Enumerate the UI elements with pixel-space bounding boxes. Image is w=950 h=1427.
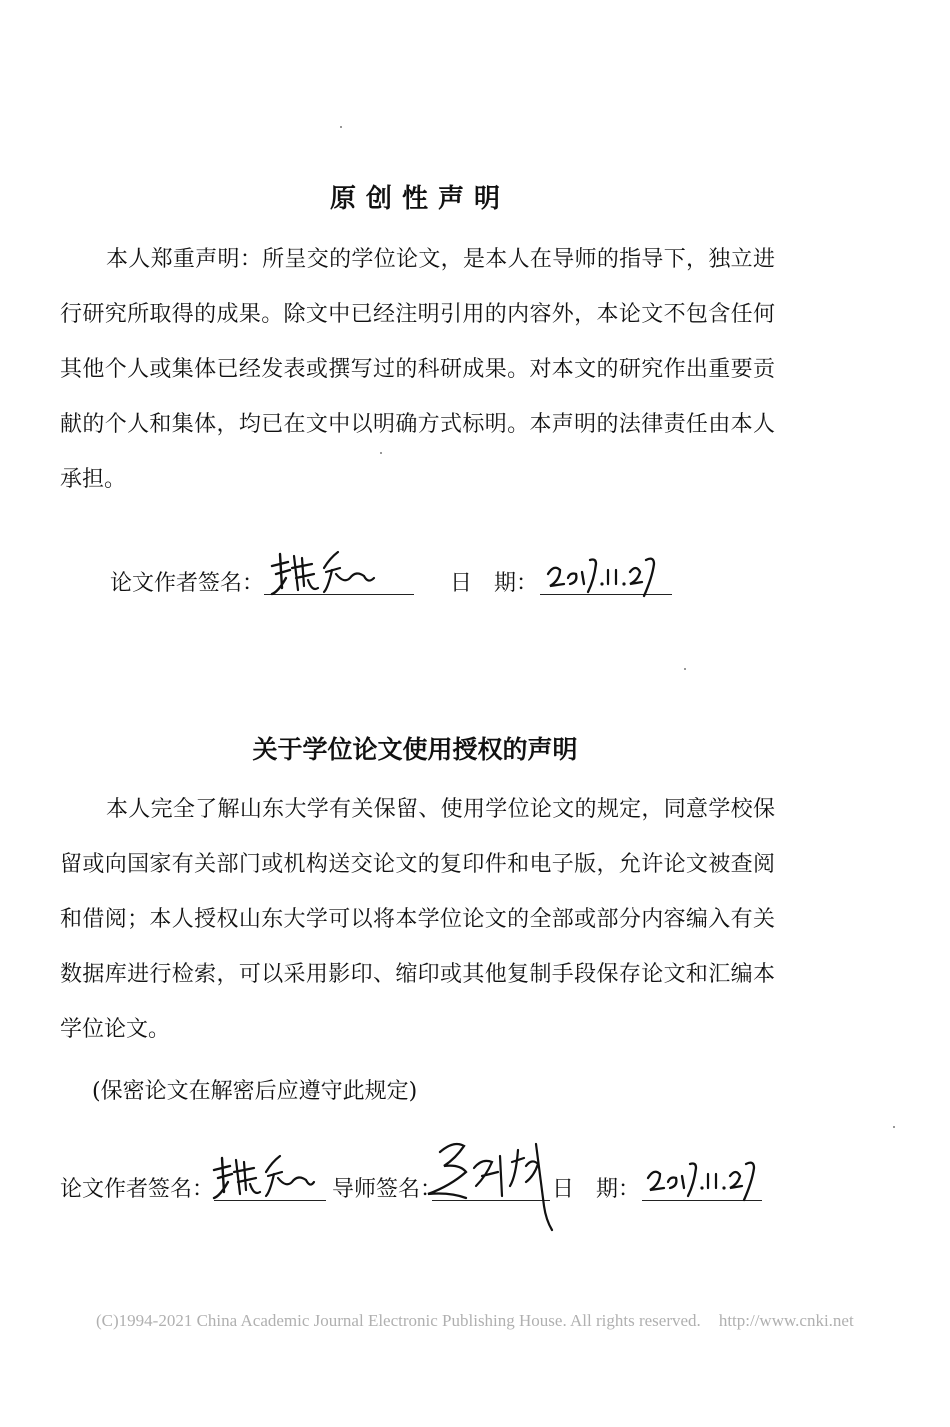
advisor-signature-icon <box>420 1136 560 1232</box>
declaration-signature-row <box>110 566 710 606</box>
authorization-declaration-title: 关于学位论文使用授权的声明 <box>252 735 578 764</box>
cnki-link[interactable]: http://www.cnki.net <box>718 1311 854 1330</box>
author-signature-icon-2 <box>210 1152 320 1202</box>
scan-speck <box>893 1126 895 1128</box>
scan-speck <box>340 126 342 128</box>
scan-speck <box>380 452 382 454</box>
author-handwritten-signature <box>268 548 378 598</box>
copyright-footer <box>96 1311 854 1331</box>
copyright-text: (C)1994-2021 China Academic Journal Electronic Publishing House. All rights reserved. <box>96 1311 701 1330</box>
advisor-signature-label: 导师签名： <box>332 1177 443 1202</box>
scan-speck <box>684 668 686 670</box>
confidential-note: (保密论文在解密后应遵守此规定) <box>92 1079 418 1104</box>
authorization-signature-row <box>60 1172 800 1212</box>
author-signature-label: 论文作者签名： <box>110 571 265 596</box>
author-signature-icon <box>268 548 378 598</box>
handwritten-date-icon-2 <box>644 1154 764 1204</box>
date-label: 日 期： <box>450 571 539 596</box>
date-label-2: 日 期： <box>552 1177 641 1202</box>
author-handwritten-signature-2 <box>210 1152 320 1202</box>
handwritten-date <box>544 550 664 600</box>
authorization-declaration-body: 本人完全了解山东大学有关保留、使用学位论文的规定，同意学校保留或向国家有关部门或机构送交论文的复印件和电子版，允许论文被查阅和借阅；本人授权山东大学可以将本学位论文的全部或部分内容编入有关数据库进行检索，可以采用影印、缩印或其他复制手段保存论文和汇编本学位论文。 <box>60 797 775 1042</box>
originality-declaration-title: 原创性声明 <box>329 184 510 214</box>
advisor-handwritten-signature <box>420 1136 560 1232</box>
handwritten-date-2 <box>644 1154 764 1204</box>
author-signature-label-2: 论文作者签名： <box>60 1177 215 1202</box>
originality-declaration-body: 本人郑重声明：所呈交的学位论文，是本人在导师的指导下，独立进行研究所取得的成果。除文中已经注明引用的内容外，本论文不包含任何其他个人或集体已经发表或撰写过的科研成果。对本文的研究作出重要贡献的个人和集体，均已在文中以明确方式标明。本声明的法律责任由本人承担。 <box>60 247 775 492</box>
handwritten-date-icon <box>544 550 664 600</box>
